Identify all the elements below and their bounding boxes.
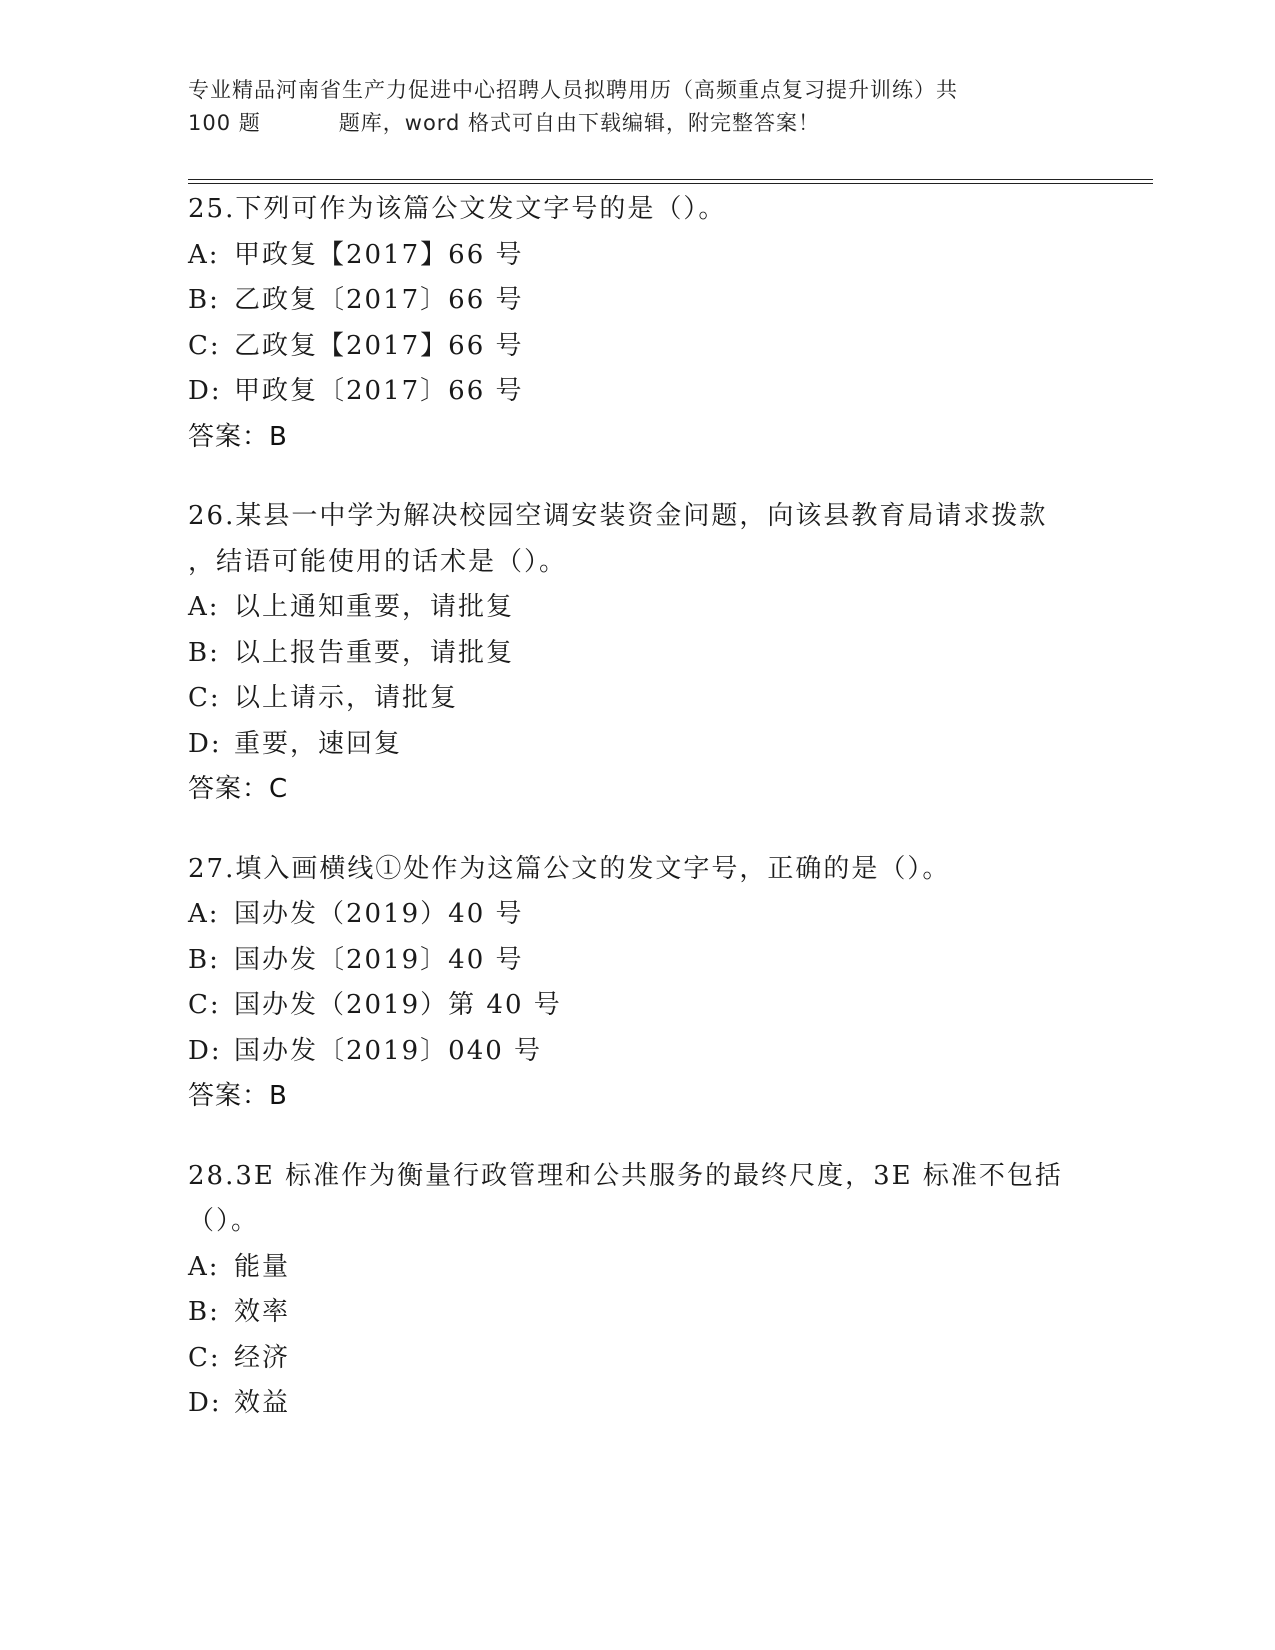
header-divider-top <box>188 179 1153 180</box>
option-c: C: 国办发（2019）第 40 号 <box>188 990 562 1020</box>
option-c: C: 经济 <box>188 1342 291 1373</box>
option-b: B: 以上报告重要，请批复 <box>188 637 515 668</box>
option-c: C: 以上请示，请批复 <box>188 683 459 713</box>
option-a: A: 能量 <box>188 1251 291 1282</box>
question-text: 25.下列可作为该篇公文发文字号的是（）。 <box>188 194 727 224</box>
option-d: D: 甲政复〔2017〕66 号 <box>188 376 524 406</box>
answer: 答案：C <box>188 774 289 804</box>
header-question-count: 100 题 <box>188 111 261 135</box>
option-d: D: 重要，速回复 <box>188 728 403 759</box>
header-line-2 <box>188 107 1088 140</box>
answer: 答案：B <box>188 1081 288 1111</box>
question-25 <box>188 187 1088 460</box>
question-text: 28.3E 标准作为衡量行政管理和公共服务的最终尺度，3E 标准不包括 <box>188 1160 1063 1191</box>
answer: 答案：B <box>188 421 288 452</box>
option-d: D: 效益 <box>188 1388 291 1418</box>
header-description: 题库，word 格式可自由下载编辑，附完整答案！ <box>338 111 821 135</box>
option-b: B: 国办发〔2019〕40 号 <box>188 944 524 975</box>
question-28 <box>188 1154 1088 1427</box>
question-text-continued: （）。 <box>188 1206 260 1236</box>
option-b: B: 乙政复〔2017〕66 号 <box>188 285 524 315</box>
header-line-1: 专业精品河南省生产力促进中心招聘人员拟聘用历（高频重点复习提升训练）共 <box>188 78 958 102</box>
question-26 <box>188 494 1088 813</box>
document-header <box>188 74 1088 140</box>
question-text-continued: ，结语可能使用的话术是（）。 <box>188 546 568 577</box>
question-27 <box>188 847 1088 1120</box>
option-a: A: 甲政复【2017】66 号 <box>188 239 524 270</box>
option-a: A: 以上通知重要，请批复 <box>188 592 515 622</box>
header-divider-bottom <box>188 183 1153 184</box>
option-a: A: 国办发（2019）40 号 <box>188 899 524 929</box>
option-c: C: 乙政复【2017】66 号 <box>188 330 524 361</box>
question-text: 27.填入画横线①处作为这篇公文的发文字号，正确的是（）。 <box>188 853 951 884</box>
question-list <box>188 187 1088 1461</box>
option-b: B: 效率 <box>188 1297 291 1327</box>
question-text: 26.某县一中学为解决校园空调安装资金问题，向该县教育局请求拨款 <box>188 501 1048 531</box>
option-d: D: 国办发〔2019〕040 号 <box>188 1035 543 1066</box>
